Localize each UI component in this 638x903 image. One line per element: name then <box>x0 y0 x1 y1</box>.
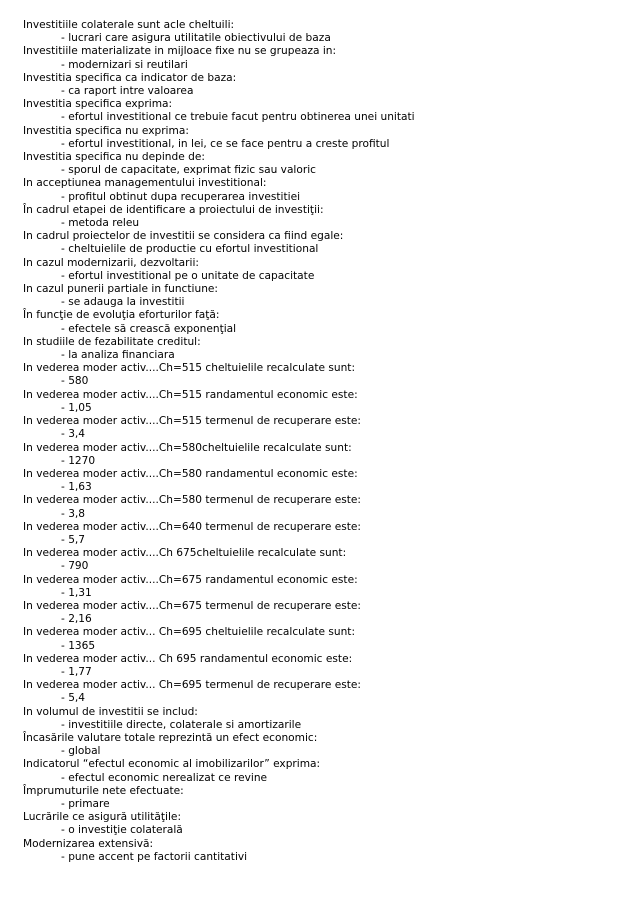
question-text: In cazul modernizarii, dezvoltarii: <box>23 256 199 269</box>
qa-item <box>23 125 628 151</box>
question-text: In vederea moder activ....Ch=640 termenul de recuperare este: <box>23 520 361 533</box>
qa-item <box>23 468 628 494</box>
question-text: In vederea moder activ....Ch=515 randamentul economic este: <box>23 388 358 401</box>
question-text: In vederea moder activ....Ch=580 randamentul economic este: <box>23 467 358 480</box>
qa-item <box>23 45 628 71</box>
question-text: În cadrul etapei de identificare a proiectului de investiţii: <box>23 203 324 216</box>
question-text: In vederea moder activ....Ch=675 termenul de recuperare este: <box>23 599 361 612</box>
question-text: Investitia specifica nu exprima: <box>23 124 189 137</box>
question-text: In volumul de investitii se includ: <box>23 705 198 718</box>
question-text: Încasările valutare totale reprezintă un efect economic: <box>23 731 318 744</box>
qa-item <box>23 389 628 415</box>
answer-text: - o investiţie colaterală <box>61 824 183 837</box>
question-text: In vederea moder activ....Ch=675 randamentul economic este: <box>23 573 358 586</box>
answer-text: - 1,63 <box>61 481 92 494</box>
qa-item <box>23 758 628 784</box>
qa-item <box>23 785 628 811</box>
question-text: Investitia specifica ca indicator de baza: <box>23 71 237 84</box>
qa-item <box>23 336 628 362</box>
question-text: In vederea moder activ....Ch=515 termenul de recuperare este: <box>23 415 361 428</box>
answer-text: - investitiile directe, colaterale si amortizarile <box>61 718 302 731</box>
qa-item <box>23 257 628 283</box>
qa-item <box>23 679 628 705</box>
answer-text: - ca raport intre valoarea <box>61 85 194 98</box>
question-text: În funcţie de evoluţia eforturilor faţă: <box>23 309 220 322</box>
question-text: In vederea moder activ... Ch=695 cheltuielile recalculate sunt: <box>23 626 356 639</box>
answer-text: - efortul investitional, in lei, ce se face pentru a creste profitul <box>61 137 390 150</box>
qa-item <box>23 442 628 468</box>
answer-text: - primare <box>61 797 110 810</box>
question-text: Lucrările ce asigură utilităţile: <box>23 811 182 824</box>
qa-item <box>23 415 628 441</box>
answer-text: - efortul investitional ce trebuie facut pentru obtinerea unei unitati <box>61 111 415 124</box>
document-body <box>23 19 628 864</box>
answer-text: - 1365 <box>61 639 96 652</box>
answer-text: - cheltuielile de productie cu efortul investitional <box>61 243 319 256</box>
qa-item <box>23 574 628 600</box>
question-text: In vederea moder activ... Ch=695 termenul de recuperare este: <box>23 679 361 692</box>
answer-text: - 1,77 <box>61 665 92 678</box>
answer-text: - 2,16 <box>61 613 92 626</box>
qa-item <box>23 653 628 679</box>
answer-text: - 1,31 <box>61 586 92 599</box>
answer-text: - 1270 <box>61 454 96 467</box>
answer-text: - 1,05 <box>61 401 92 414</box>
qa-item <box>23 521 628 547</box>
question-text: In vederea moder activ....Ch=515 cheltuielile recalculate sunt: <box>23 362 356 375</box>
answer-text: - efortul investitional pe o unitate de capacitate <box>61 269 315 282</box>
answer-text: - lucrari care asigura utilitatile obiectivului de baza <box>61 32 331 45</box>
answer-text: - 3,8 <box>61 507 86 520</box>
question-text: In vederea moder activ....Ch=580cheltuielile recalculate sunt: <box>23 441 352 454</box>
question-text: In vederea moder activ... Ch 695 randamentul economic este: <box>23 652 353 665</box>
answer-text: - 3,4 <box>61 428 86 441</box>
answer-text: - modernizari si reutilari <box>61 58 188 71</box>
answer-text: - pune accent pe factorii cantitativi <box>61 850 248 863</box>
answer-text: - 5,4 <box>61 692 86 705</box>
question-text: In vederea moder activ....Ch=580 termenul de recuperare este: <box>23 494 361 507</box>
qa-item <box>23 177 628 203</box>
answer-text: - 5,7 <box>61 533 86 546</box>
answer-text: - la analiza financiara <box>61 349 175 362</box>
qa-item <box>23 838 628 864</box>
question-text: In acceptiunea managementului investitional: <box>23 177 267 190</box>
qa-item <box>23 547 628 573</box>
answer-text: - 580 <box>61 375 89 388</box>
answer-text: - efectele să crească exponenţial <box>61 322 237 335</box>
answer-text: - efectul economic nerealizat ce revine <box>61 771 268 784</box>
answer-text: - 790 <box>61 560 89 573</box>
qa-item <box>23 230 628 256</box>
question-text: In cazul punerii partiale in functiune: <box>23 283 218 296</box>
question-text: Investitiile colaterale sunt acle cheltuili: <box>23 19 235 31</box>
answer-text: - sporul de capacitate, exprimat fizic sau valoric <box>61 164 316 177</box>
qa-item <box>23 204 628 230</box>
qa-item <box>23 72 628 98</box>
question-text: Investitiile materializate in mijloace fixe nu se grupeaza in: <box>23 45 337 58</box>
answer-text: - profitul obtinut dupa recuperarea investitiei <box>61 190 301 203</box>
qa-item <box>23 283 628 309</box>
question-text: In studiile de fezabilitate creditul: <box>23 335 201 348</box>
question-text: Investitia specifica nu depinde de: <box>23 151 205 164</box>
answer-text: - se adauga la investitii <box>61 296 185 309</box>
question-text: In cadrul proiectelor de investitii se considera ca fiind egale: <box>23 230 344 243</box>
qa-item <box>23 19 628 45</box>
answer-text: - global <box>61 745 101 758</box>
question-text: In vederea moder activ....Ch 675cheltuielile recalculate sunt: <box>23 547 347 560</box>
qa-item <box>23 362 628 388</box>
question-text: Investitia specifica exprima: <box>23 98 173 111</box>
qa-item <box>23 494 628 520</box>
qa-item <box>23 151 628 177</box>
question-text: Modernizarea extensivă: <box>23 837 154 850</box>
answer-text: - metoda releu <box>61 217 140 230</box>
question-text: Împrumuturile nete efectuate: <box>23 784 184 797</box>
qa-item <box>23 706 628 732</box>
qa-item <box>23 626 628 652</box>
qa-item <box>23 732 628 758</box>
qa-item <box>23 98 628 124</box>
qa-item <box>23 600 628 626</box>
qa-item <box>23 309 628 335</box>
qa-item <box>23 811 628 837</box>
question-text: Indicatorul “efectul economic al imobilizarilor” exprima: <box>23 758 321 771</box>
